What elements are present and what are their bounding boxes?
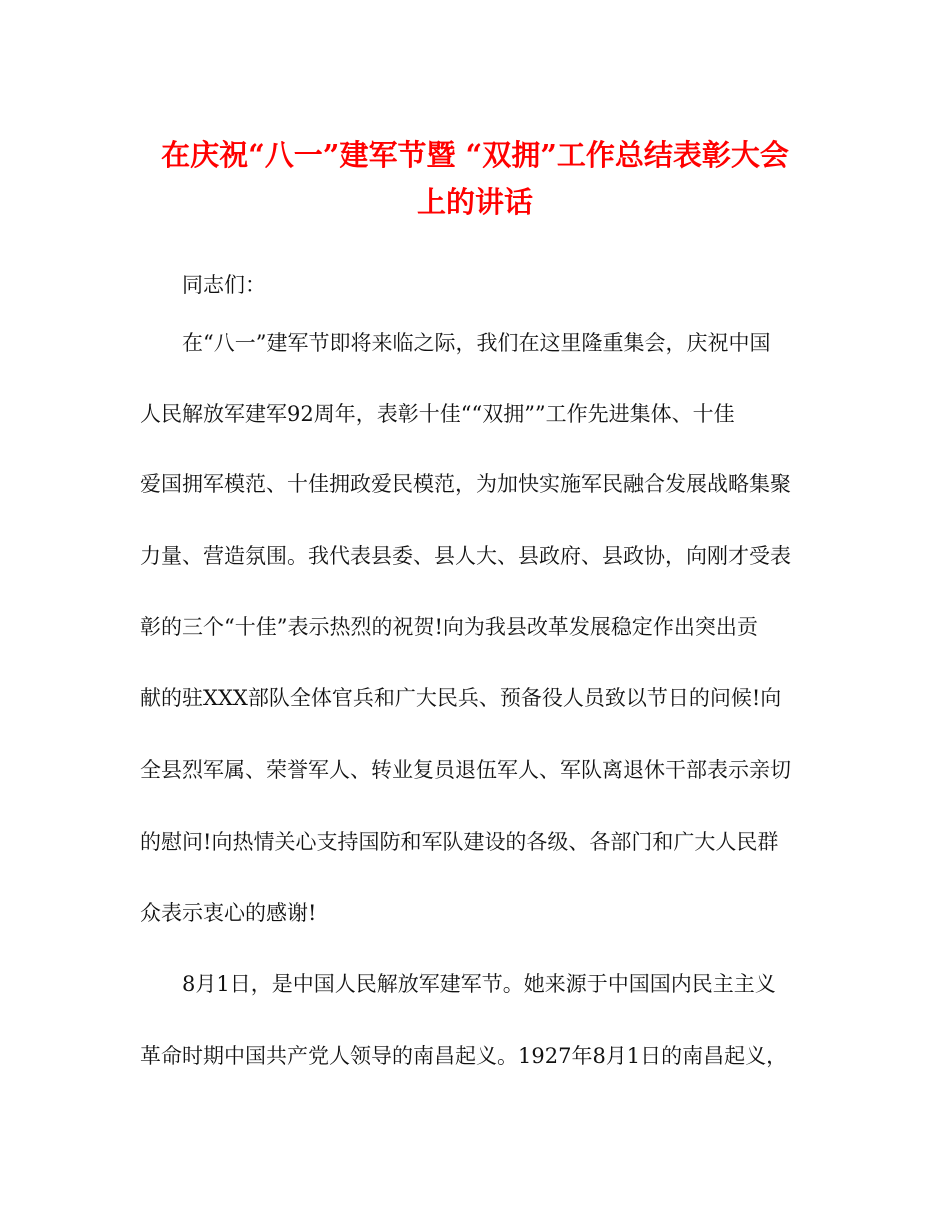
salutation-line: 同志们： [140,273,266,297]
paragraph-line: 8月1日，是中国人民解放军建军节。她来源于中国国内民主主义 [140,972,776,996]
paragraph-line: 人民解放军建军92周年，表彰十佳““双拥””工作先进集体、十佳 [140,402,735,426]
paragraph-line: 众表示衷心的感谢! [140,901,317,925]
paragraph-line: 爱国拥军模范、十佳拥政爱民模范，为加快实施军民融合发展战略集聚 [140,472,791,496]
paragraph-line: 力量、营造氛围。我代表县委、县人大、县政府、县政协，向刚才受表 [140,544,791,568]
paragraph-line: 全县烈军属、荣誉军人、转业复员退伍军人、军队离退休干部表示亲切 [140,758,791,782]
paragraph-line: 革命时期中国共产党人领导的南昌起义。1927年8月1日的南昌起义， [140,1044,788,1068]
paragraph-line: 彰的三个“十佳”表示热烈的祝贺!向为我县改革发展稳定作出突出贡 [140,615,758,639]
paragraph-line: 的慰问!向热情关心支持国防和军队建设的各级、各部门和广大人民群 [140,830,779,854]
document-title-line-1: 在庆祝“八一”建军节暨 “双拥”工作总结表彰大会 [161,138,789,172]
paragraph-line: 在“八一”建军节即将来临之际，我们在这里隆重集会，庆祝中国 [140,331,771,355]
document-title-line-2: 上的讲话 [416,185,533,219]
paragraph-line: 献的驻XXX部队全体官兵和广大民兵、预备役人员致以节日的问候!向 [140,686,782,710]
